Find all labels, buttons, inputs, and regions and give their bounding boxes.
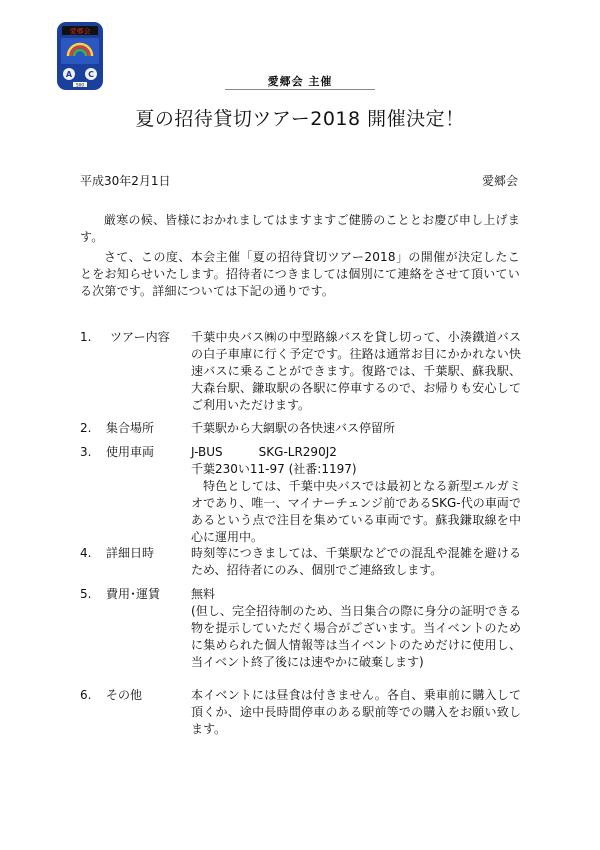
vehicle-maker: J-BUS [191, 445, 223, 459]
item-content: 特色としては、千葉中央バスでは最初となる新型エルガミオであり、唯一、マイナーチェンジ前であるSKG-代の車両であるという点で注目を集めている車両です。蘇我鎌取線を中心に運用中。 [191, 479, 521, 544]
vehicle-plate: 千葉230い11-97 (社番:1197) [191, 462, 357, 476]
item-content: 千葉駅から大網駅の各快速バス停留所 [191, 421, 396, 435]
item-content: (但し、完全招待制のため、当日集合の際に身分の証明できる物を提示していただく場合がございます。当イベントのために集められた個人情報等は当イベントのためだけに使用し、当イベント終了後には速やかに破棄します) [191, 604, 521, 669]
vehicle-model: SKG-LR290J2 [258, 445, 337, 459]
greeting-paragraph: 厳寒の候、皆様におかれましてはますますご健勝のこととお慶び申し上げます。 [80, 213, 520, 244]
item-number: 1. [80, 330, 92, 344]
organizer-underline [225, 89, 375, 90]
item-number: 6. [80, 688, 92, 702]
announcement-paragraph: さて、この度、本会主催「夏の招待貸切ツアー2018」の開催が決定したことをお知らせいたします。招待者につきましては個別にて連絡をさせて頂いている次第です。詳細については下記の通りです。 [80, 250, 520, 298]
item-label: ツアー内容 [110, 330, 170, 344]
page-title: 夏の招待貸切ツアー2018 開催決定！ [135, 108, 465, 130]
organizer-label: 愛郷会 主催 [267, 75, 333, 88]
logo-letter-c: C [88, 70, 94, 79]
item-number: 4. [80, 546, 92, 560]
item-content: 千葉中央バス㈱の中型路線バスを貸し切って、小湊鐵道バスの白子車庫に行く予定です。往路は通常お目にかかれない快速バスに乗ることができます。復路では、千葉駅、蘇我駅、大森台駅、鎌取駅の各駅に停車するので、お帰りも安心してご利用いただけます。 [191, 330, 521, 412]
sender-name: 愛郷会 [481, 174, 518, 188]
item-content: 本イベントには昼食は付きません。各自、乗車前に購入して頂くか、途中長時間停車のある駅前等での購入をお願い致します。 [191, 688, 521, 736]
item-number: 5. [80, 587, 92, 601]
fee-value: 無料 [191, 587, 216, 601]
issue-date: 平成30年2月1日 [80, 174, 171, 188]
item-number: 3. [80, 445, 92, 459]
item-content: 時刻等につきましては、千葉駅などでの混乱や混雑を避けるため、招待者にのみ、個別でご連絡致します。 [191, 546, 521, 577]
logo-letter-a: A [65, 70, 73, 79]
item-label: 使用車両 [106, 445, 155, 459]
item-label: 集合場所 [106, 421, 155, 435]
bus-sign-text: 愛郷会 [69, 27, 91, 36]
item-label: 詳細日時 [106, 546, 155, 560]
item-label: 費用･運賃 [106, 587, 161, 601]
item-label: その他 [106, 688, 143, 702]
item-number: 2. [80, 421, 92, 435]
license-plate-text: 500 [76, 82, 84, 88]
